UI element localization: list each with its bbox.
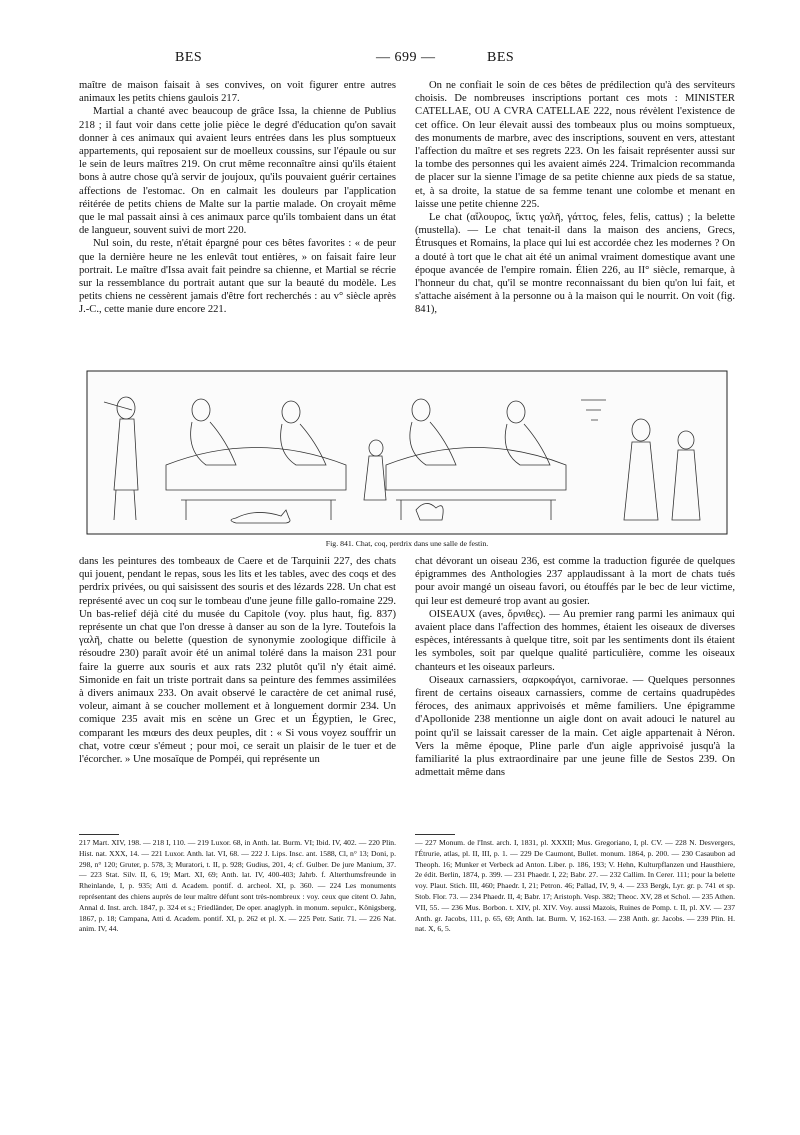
paragraph: dans les peintures des tombeaux de Caere et de Tarquinii 227, des chats qui jouent, pendant le repas, sous les lits et les tables, avec des coqs et des perdrix privées, ou qui saisissent des souris et des lézards 228. Un chat est représenté avec un coq sur le tombeau d'une jeune fille gallo-romaine 229. Un bas-relief déjà cité du musée du Capitole (voy. plus haut, fig. 837) représente un chat que l'on dresse à danser au son de la lyre. Toutefois la γαλῆ, chatte ou belette (question de synonymie zoologique difficile à résoudre 230) paraît avoir été un animal toléré dans la maison 231 pour faire la guerre aux souris et aux rats 232 plutôt qu'il n'y était aimé. Simonide en fait un triste portrait dans sa peinture des femmes assimilées à divers animaux 233. On avait observé le caractère de cet animal rusé, voleur, aimant à se coucher mollement et à longuement dormir 234. Un comique 235 avait mis en scène un Grec et un Égyptien, le Grec, comparant les mœurs des deux peuples, dit : « Si vous voyez souffrir un chat, votre cœur s'émeut ; pour moi, ce serait un plaisir de le tuer et de l'écorcher. » Une mosaïque de Pompéi, qui représente un (79, 556, 396, 766)
footnote-rule (415, 834, 455, 835)
paragraph: Le chat (αἴλουρος, ἴκτις γαλῆ, γάττος, feles, felis, cattus) ; la belette (mustella). — Le chat tenait-il dans la maison des anciens, Grecs, Étrusques et Romains, la place qui lui est accordée chez les modernes ? On a douté à tort que le chat ait été un animal vraiment domestique avant une époque avancée de l'empire romain. Élien 226, au II° siècle, remarque, à l'honneur du chat, qu'il se montre reconnaissant du bien qu'on lui fait, et s'attache aisément à la personne ou à la maison qui le nourrit. On voit (fig. 841), (415, 212, 735, 316)
running-head-left: BES (175, 50, 203, 65)
paragraph: Oiseaux carnassiers, σαρκοφάγοι, carnivorae. — Quelques personnes firent de certains oiseaux carnassiers, comme de certains quadrupèdes féroces, des animaux apprivoisés et même familiers. Une épigramme d'Apollonide 238 mentionne un aigle dont on avait adouci le naturel au point qu'il se laissait caresser de la main. Cet aigle appartenait à Néron. Vers la même époque, Pline parle d'un aigle apprivoisé jusqu'à la familiarité la plus extraordinaire par une jeune fille de Sestos 239. On admettait même dans (415, 674, 735, 779)
paragraph: OISEAUX (aves, ὄρνιθες). — Au premier rang parmi les animaux qui avaient place dans l'affection des hommes, étaient les oiseaux de diverses espèces, intéressants à quelque titre, soit par les sentiments dont ils étaient les symboles, soit par quelque qualité particulière, comme les oiseaux chanteurs et les oiseaux parleurs. (415, 608, 735, 673)
column-1 (79, 79, 396, 317)
page-number: — 699 — (376, 50, 436, 65)
footnote-rule (79, 834, 119, 835)
paragraph: chat dévorant un oiseau 236, est comme la traduction figurée de quelques épigrammes des Anthologies 237 applaudissant à la mort de chats tués pour avoir mangé un oiseau favori, ou étouffés par le bec de leur victime, qui leur est demeuré trop avant au gosier. (415, 556, 735, 607)
banquet-engraving-illustration (86, 370, 728, 535)
column-2 (415, 79, 735, 317)
footnotes-left: 217 Mart. XIV, 198. — 218 I, 110. — 219 Luxor. 68, in Anth. lat. Burm. VI; Ibid. IV, 402. — 220 Plin. Hist. nat. XXX, 14. — 221 Luxor. Anth. lat. VI, 68. — 222 J. Lips. Insc. ant. 1588, Cl, n° 13; Doni, p. 298, n° 120; Gruter, p. 578, 3; Muratori, t. II, p. 928; Gudius, 201, 4; cf. Gulber. De jure Manium, 37. — 223 Stat. Silv. II, 6, 19; Mart. XI, 69; Anth. lat. IV, 400-403; Jahrb. f. Alterthumsfreunde in Rheinlande, I, p. 935; Atti d. Academ. pontif. d. archeol. XI, p. 360. — 224 Les monuments représentant des chiens auprès de leur maître défunt sont très-nombreux : voy. ceux que citent O. Jahn, Annal d. Inst. arch. 1847, p. 324 et s.; Friedländer, De oper. anaglyph. in monum. sepulcr., Königsberg, 1867, p. 18; Campana, Atti d. Academ. pontif. XI, p. 262 et pl. X. — 225 Petr. Satir. 71. — 226 Nat. anim. IV, 44. (79, 838, 396, 934)
column-4 (415, 555, 735, 779)
figure-caption: Fig. 841. Chat, coq, perdrix dans une salle de festin. (325, 539, 489, 548)
column-3 (79, 555, 396, 766)
paragraph: Martial a chanté avec beaucoup de grâce Issa, la chienne de Publius 218 ; il faut voir dans cette jolie pièce le degré d'éducation qu'on savait donner à ces animaux qui avaient leurs entrées dans les plus somptueux appartements, qui reposaient sur de moelleux coussins, sur l'épaule ou sur le sein de leurs maîtres 219. On crut même reconnaître ainsi qu'ils étaient bons à autre chose qu'à servir de joujoux, qu'ils pouvaient guérir certaines affections de l'estomac. On en calmait les douleurs par l'application réitérée de petits chiens de Malte sur la partie malade. On croyait même que le mal passait ainsi à ces animaux parce qu'ils tombaient dans un état de langueur, souvent suivi de mort 220. (79, 106, 396, 237)
paragraph: Nul soin, du reste, n'était épargné pour ces bêtes favorites : « de peur que la dernière heure ne les enlevât tout entières, » on faisait faire leur portrait. Le maître d'Issa avait fait peindre sa chienne, et Martial se récrie sur la ressemblance du portrait autant que sur la beauté du modèle. Les petits chiens ne cessèrent jamais d'être fort recherchés : au v° siècle après J.-C., cette manie dure encore 221. (79, 238, 396, 316)
running-head-right: BES (487, 50, 515, 65)
footnotes-right: — 227 Monum. de l'Inst. arch. I, 1831, pl. XXXII; Mus. Gregoriano, I, pl. CV. — 228 N. Desvergers, l'Étrurie, atlas, pl. II, III, p. 1. — 229 De Caumont, Bullet. monum. 1864, p. 200. — 230 Casaubon ad Theoph. 16; Munker et Verbeck ad Anton. Liber. p. 186, 193; V. Hehn, Kulturpflanzen und Hausthiere, 2e édit. Berlin, 1874, p. 399. — 231 Phaedr. I, 22; Babr. 27. — 232 Callim. In Cerer. 111; pour la belette voy. Plaut. Stich. III, 460; Phaedr. I, 21; Petron. 46; Pallad, IV, 9, 4. — 233 Bergk, Lyr. gr. p. 741 et sp. Stob. Flor. 73. — 234 Phaedr. II, 4; Babr. 17; Aristoph. Vesp. 382; Theoc. XV, 28 et Schol. — 235 Athen. VII, 55. — 236 Mus. Borbon. t. XIV, pl. XIV. Voy. aussi Mazois, Ruines de Pomp. t. II, pl. XV. — 237 Anth. gr. Jacobs, 111, p. 65, 69; Anth. lat. Burm. V, 162-163. — 238 Anth. gr. Jacobs. — 239 Plin. H. nat. X, 6, 5. (415, 838, 735, 934)
paragraph: maître de maison faisait à ses convives, on voit figurer entre autres animaux les petits chiens gaulois 217. (79, 80, 396, 105)
paragraph: On ne confiait le soin de ces bêtes de prédilection qu'à des serviteurs choisis. De nombreuses inscriptions portant ces mots : MINISTER CATELLAE, OU A CVRA CATELLAE 222, nous révèlent l'existence de cet office. On leur élevait aussi des tombeaux plus ou moins somptueux, des monuments de marbre, avec des inscriptions, souvent en vers, attestant l'affection du maître et ses regrets 223. On les faisait représenter aussi sur la tombe des personnes qui les avaient aimés 224. Trimalcion recommanda de placer sur la sienne l'image de sa petite chienne aux pieds de sa statue, et, à sa droite, la statue de sa femme tenant une colombe et menant en laisse une petite chienne 225. (415, 80, 735, 210)
